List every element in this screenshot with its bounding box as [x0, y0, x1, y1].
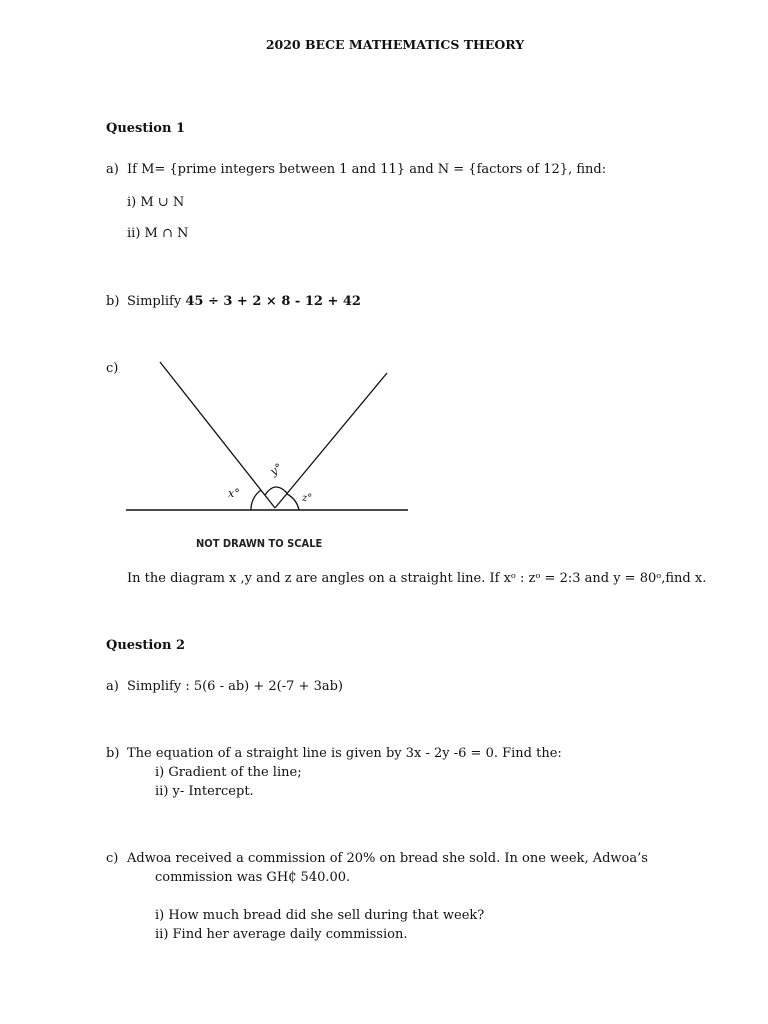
q2c-label: c)	[106, 851, 119, 866]
q2a-label: a)	[106, 679, 119, 694]
diagram-caption: NOT DRAWN TO SCALE	[196, 537, 323, 550]
angles-diagram	[120, 355, 420, 555]
q2b-label: b)	[106, 746, 120, 761]
q1a-label: a)	[106, 162, 119, 177]
q1b-expression: 45 ÷ 3 + 2 × 8 - 12 + 42	[185, 294, 361, 309]
q1c-text: In the diagram x ,y and z are angles on a straight line. If xᵒ : zᵒ = 2:3 and y = 80ᵒ,find x.	[127, 571, 707, 586]
left-ray	[160, 362, 275, 508]
q2b-text: The equation of a straight line is given by 3x - 2y -6 = 0. Find the:	[127, 746, 562, 761]
angle-z-arc	[287, 494, 299, 510]
angle-y-arc	[265, 487, 287, 495]
question-2-heading: Question 2	[106, 638, 186, 653]
q1a-text: If M= {prime integers between 1 and 11} and N = {factors of 12}, find:	[127, 162, 607, 177]
document-title: 2020 BECE MATHEMATICS THEORY	[265, 37, 525, 52]
q1b-simplify-word: Simplify	[127, 294, 182, 309]
q2c-text-line2: commission was GH₵ 540.00.	[155, 870, 351, 885]
q2b-part-i: i) Gradient of the line;	[155, 765, 302, 780]
question-1-heading: Question 1	[106, 121, 186, 136]
right-ray	[275, 373, 387, 508]
q1c-label: c)	[106, 361, 119, 376]
q2b-part-ii: ii) y- Intercept.	[155, 784, 254, 799]
q2c-part-i: i) How much bread did she sell during that week?	[155, 908, 485, 923]
q1b-label: b)	[106, 294, 120, 309]
q2c-part-ii: ii) Find her average daily commission.	[155, 927, 408, 942]
q2c-text-line1: Adwoa received a commission of 20% on bread she sold. In one week, Adwoa’s	[127, 851, 648, 866]
q1a-part-ii: ii) M ∩ N	[127, 226, 189, 241]
label-x: x°	[228, 487, 240, 500]
angle-x-arc	[251, 490, 261, 510]
label-z: z°	[302, 493, 313, 504]
q2a-text: Simplify : 5(6 - ab) + 2(-7 + 3ab)	[127, 679, 343, 694]
q1a-part-i: i) M ∪ N	[127, 195, 185, 210]
label-y: y°	[267, 460, 285, 479]
q1b-text	[127, 294, 361, 310]
